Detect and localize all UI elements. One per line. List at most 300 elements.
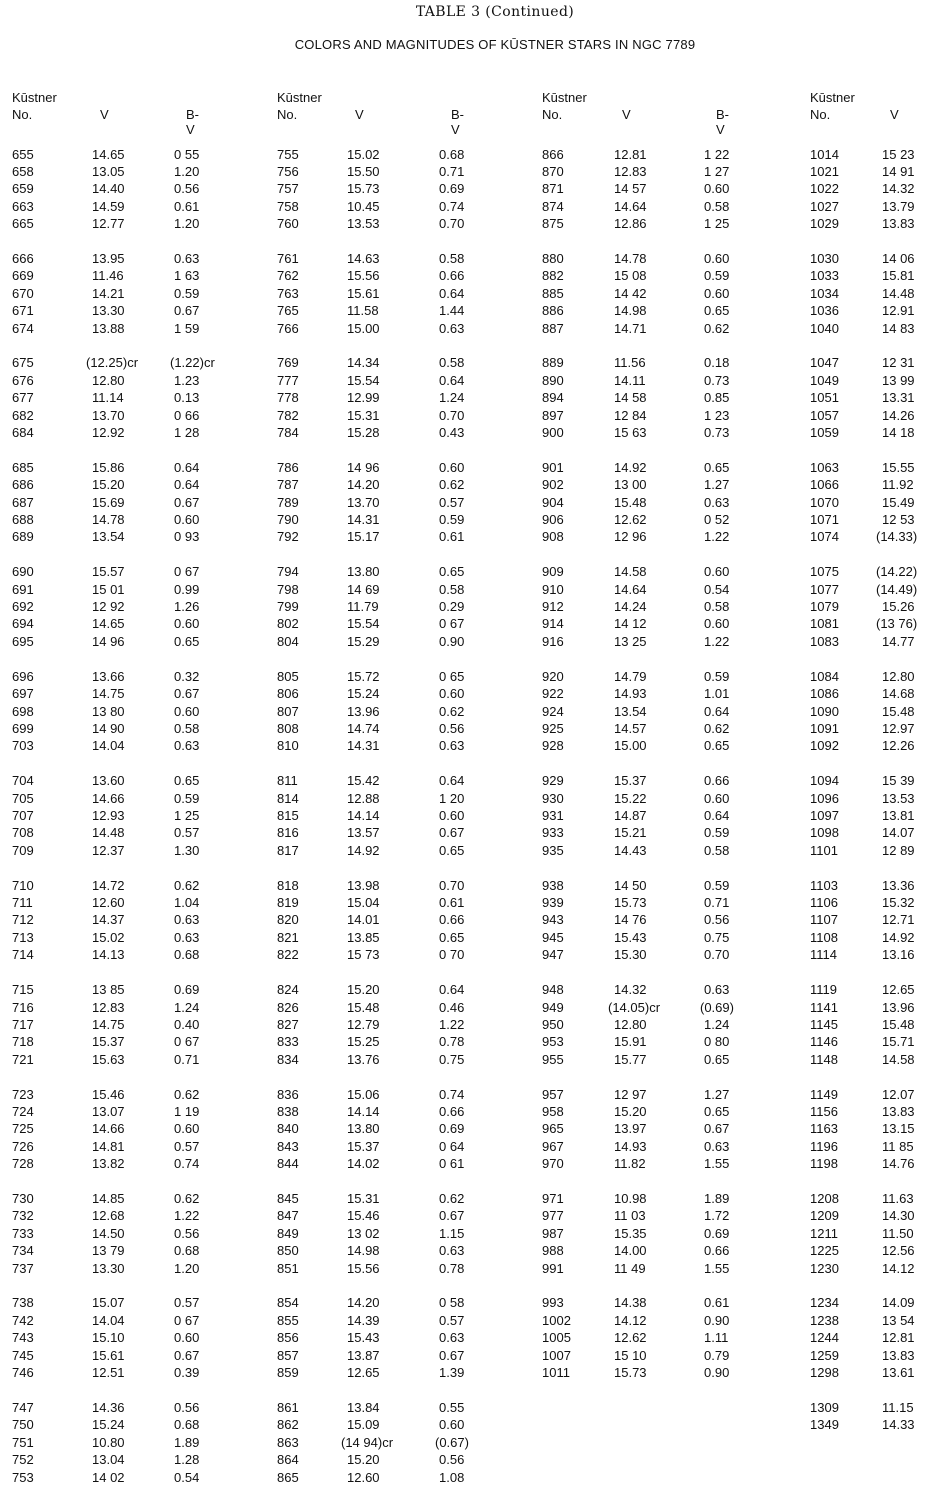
star-number: 819 [277, 895, 299, 911]
b-v-color: 0.64 [439, 285, 465, 301]
star-number: 738 [12, 1295, 34, 1311]
star-number: 761 [277, 250, 299, 266]
v-magnitude: 14.09 [882, 1295, 915, 1311]
header-bv: B-V [716, 107, 729, 137]
star-number: 765 [277, 303, 299, 319]
v-magnitude: 13.30 [92, 1260, 125, 1276]
v-magnitude: 15.77 [614, 1051, 647, 1067]
v-magnitude: 14.07 [882, 825, 915, 841]
v-magnitude: 13.53 [882, 790, 915, 806]
v-magnitude: 14 02 [92, 1469, 125, 1485]
star-number: 845 [277, 1191, 299, 1207]
star-number: 697 [12, 686, 34, 702]
v-magnitude: 13 79 [92, 1243, 125, 1259]
b-v-color: 0.63 [439, 320, 465, 336]
star-number: 863 [277, 1434, 299, 1450]
star-number: 933 [542, 825, 564, 841]
b-v-color: 0.63 [174, 929, 200, 945]
v-magnitude: 13.95 [92, 250, 125, 266]
v-magnitude: 12.81 [614, 146, 647, 162]
star-number: 732 [12, 1208, 34, 1224]
b-v-color: 0.54 [174, 1469, 200, 1485]
star-number: 1005 [542, 1330, 571, 1346]
star-number: 912 [542, 599, 564, 615]
v-magnitude: 15.91 [614, 1034, 647, 1050]
b-v-color: 0.65 [704, 303, 730, 319]
star-number: 1119 [810, 982, 837, 998]
b-v-color: 0.90 [704, 1365, 730, 1381]
b-v-color: 0.85 [704, 390, 730, 406]
v-magnitude: 14.04 [92, 1312, 125, 1328]
star-number: 1090 [810, 703, 839, 719]
b-v-color: 1 27 [704, 163, 730, 179]
b-v-color: 0.29 [439, 599, 465, 615]
v-magnitude: 14.36 [92, 1399, 125, 1415]
b-v-color: 0.62 [174, 1191, 200, 1207]
star-number: 887 [542, 320, 564, 336]
b-v-color: 0.65 [439, 564, 465, 580]
star-number: 1097 [810, 808, 839, 823]
v-magnitude: 15.81 [882, 268, 915, 284]
v-magnitude: 12 92 [92, 599, 125, 615]
b-v-color: 0.56 [174, 1399, 200, 1415]
star-number: 1145 [810, 1016, 838, 1032]
star-number: 665 [12, 216, 34, 232]
b-v-color: 0.61 [704, 1295, 730, 1311]
b-v-color: 0.67 [174, 686, 200, 702]
star-number: 698 [12, 703, 34, 719]
b-v-color: 1.24 [439, 390, 465, 406]
v-magnitude: 12.65 [347, 1365, 380, 1381]
star-number: 753 [12, 1469, 34, 1485]
b-v-color: 0.64 [174, 459, 200, 475]
v-magnitude: 13.16 [882, 947, 915, 963]
v-magnitude: 14.14 [347, 1103, 380, 1119]
v-magnitude: 11 85 [882, 1138, 914, 1154]
star-number: 1030 [810, 250, 839, 266]
header-v: V [100, 107, 109, 122]
header-kustner: Kūstner [12, 90, 57, 105]
v-magnitude: 15 23 [882, 146, 915, 162]
b-v-color: 0.56 [439, 1452, 465, 1468]
b-v-color: 0.70 [704, 947, 730, 963]
star-number: 836 [277, 1086, 299, 1102]
v-magnitude: 15.54 [347, 616, 380, 632]
v-magnitude: 15.24 [92, 1417, 125, 1433]
star-number: 854 [277, 1295, 299, 1311]
star-number: 728 [12, 1156, 34, 1172]
v-magnitude: 15.17 [347, 529, 380, 545]
v-magnitude: 14.26 [882, 407, 915, 423]
star-number: 782 [277, 407, 299, 423]
v-magnitude: 12.07 [882, 1086, 915, 1102]
star-number: 1298 [810, 1365, 839, 1381]
b-v-color: 0.68 [174, 1243, 200, 1259]
v-magnitude: 15.61 [347, 285, 380, 301]
star-number: 870 [542, 163, 564, 179]
v-magnitude: 12.80 [614, 1016, 647, 1032]
b-v-color: 0.64 [704, 703, 730, 719]
v-magnitude: 13.87 [347, 1347, 380, 1363]
b-v-color: 0.68 [174, 1417, 200, 1433]
b-v-color: 0.64 [439, 372, 465, 388]
v-magnitude: 15.46 [92, 1086, 125, 1102]
star-number: 1141 [810, 999, 838, 1015]
b-v-color: 0.64 [174, 477, 200, 493]
v-magnitude: 13.66 [92, 668, 125, 684]
b-v-color: 0.55 [439, 1399, 465, 1415]
star-number: 659 [12, 181, 34, 197]
v-magnitude: 14.75 [92, 1016, 125, 1032]
b-v-color: 0.13 [174, 390, 200, 406]
v-magnitude: 15.43 [347, 1330, 380, 1346]
b-v-color: 0 66 [174, 407, 200, 423]
v-magnitude: 11.58 [347, 303, 379, 319]
v-magnitude: 13.85 [347, 929, 380, 945]
b-v-color: 0.57 [439, 494, 465, 510]
v-magnitude: 13.76 [347, 1051, 380, 1067]
b-v-color: 1.08 [439, 1469, 465, 1485]
b-v-color: 0.54 [704, 581, 730, 597]
star-number: 747 [12, 1399, 34, 1415]
b-v-color: 0.67 [704, 1121, 730, 1137]
star-number: 733 [12, 1225, 34, 1241]
v-magnitude: 14.92 [347, 842, 380, 858]
v-magnitude: 13.54 [92, 529, 125, 545]
header-v: V [622, 107, 631, 122]
star-number: 726 [12, 1138, 34, 1154]
star-number: 721 [12, 1051, 34, 1067]
b-v-color: 0.69 [439, 181, 465, 197]
star-number: 901 [542, 459, 564, 475]
star-number: 820 [277, 912, 299, 928]
v-magnitude: 15.54 [347, 372, 380, 388]
star-number: 691 [12, 581, 34, 597]
star-number: 894 [542, 390, 564, 406]
star-number: 675 [12, 355, 34, 371]
star-number: 786 [277, 459, 299, 475]
b-v-color: 0.90 [439, 633, 465, 649]
v-magnitude: 15.56 [347, 268, 380, 284]
b-v-color: 0.67 [439, 1208, 465, 1224]
star-number: 723 [12, 1086, 34, 1102]
b-v-color: 0.66 [439, 1103, 465, 1119]
v-magnitude: 14.12 [882, 1260, 915, 1276]
star-number: 715 [12, 982, 34, 998]
v-magnitude: 14.50 [92, 1225, 125, 1241]
v-magnitude: 14 96 [92, 633, 125, 649]
star-number: 1092 [810, 738, 839, 754]
star-number: 900 [542, 424, 564, 440]
v-magnitude: 13.31 [882, 390, 915, 406]
star-number: 1036 [810, 303, 839, 319]
b-v-color: 0 67 [174, 564, 200, 580]
v-magnitude: 15.37 [614, 773, 647, 789]
v-magnitude: 14.04 [92, 738, 125, 754]
v-magnitude: (12.25)cr [86, 355, 139, 371]
v-magnitude: 14 96 [347, 459, 380, 475]
star-number: 928 [542, 738, 564, 754]
b-v-color: 0.60 [439, 459, 465, 475]
star-number: 1029 [810, 216, 839, 232]
v-magnitude: 14.34 [347, 355, 380, 371]
star-number: 709 [12, 842, 34, 858]
b-v-color: 0 70 [439, 947, 465, 963]
b-v-color: 0.60 [174, 616, 200, 632]
v-magnitude: 12.62 [614, 1330, 647, 1346]
star-number: 1091 [810, 720, 839, 736]
v-magnitude: 14.20 [347, 477, 380, 493]
b-v-color: 0.62 [174, 1086, 200, 1102]
b-v-color: 0.60 [704, 616, 730, 632]
star-number: 716 [12, 999, 34, 1015]
b-v-color: 0.64 [704, 808, 730, 823]
v-magnitude: 15.04 [347, 895, 380, 911]
v-magnitude: 12.71 [882, 912, 915, 928]
star-number: 818 [277, 877, 299, 893]
v-magnitude: 12.97 [882, 720, 915, 736]
b-v-color: 0.66 [704, 1243, 730, 1259]
v-magnitude: 15.10 [92, 1330, 125, 1346]
v-magnitude: 14.66 [92, 790, 125, 806]
star-number: 730 [12, 1191, 34, 1207]
star-number: 760 [277, 216, 299, 232]
v-magnitude: 14.14 [347, 808, 380, 823]
star-number: 1096 [810, 790, 839, 806]
star-number: 1049 [810, 372, 839, 388]
star-number: 676 [12, 372, 34, 388]
star-number: 971 [542, 1191, 564, 1207]
v-magnitude: 13.61 [882, 1365, 915, 1381]
v-magnitude: 12.83 [614, 163, 647, 179]
v-magnitude: 13 25 [614, 633, 647, 649]
star-number: 880 [542, 250, 564, 266]
b-v-color: 0.64 [439, 982, 465, 998]
v-magnitude: 15.24 [347, 686, 380, 702]
v-magnitude: 14.02 [347, 1156, 380, 1172]
b-v-color: 0 93 [174, 529, 200, 545]
v-magnitude: 12.99 [347, 390, 380, 406]
star-number: 909 [542, 564, 564, 580]
star-number: 949 [542, 999, 564, 1015]
star-number: 817 [277, 842, 299, 858]
b-v-color: 0.65 [439, 842, 465, 858]
star-number: 816 [277, 825, 299, 841]
b-v-color: 1 19 [174, 1103, 200, 1119]
star-number: 1103 [810, 877, 838, 893]
b-v-color: 0.60 [704, 790, 730, 806]
b-v-color: 0.63 [174, 738, 200, 754]
b-v-color: 0.74 [174, 1156, 200, 1172]
b-v-color: 1.72 [704, 1208, 730, 1224]
v-magnitude: 12.65 [882, 982, 915, 998]
b-v-color: 0.58 [439, 581, 465, 597]
star-number: 1077 [810, 581, 839, 597]
star-number: 1198 [810, 1156, 838, 1172]
header-no: No. [277, 107, 298, 122]
star-number: 864 [277, 1452, 299, 1468]
b-v-color: 0.73 [704, 424, 730, 440]
v-magnitude: 14.58 [614, 564, 647, 580]
star-number: 677 [12, 390, 34, 406]
v-magnitude: 14.30 [882, 1208, 915, 1224]
v-magnitude: 14 90 [92, 720, 125, 736]
v-magnitude: 14 91 [882, 163, 915, 179]
v-magnitude: 14.68 [882, 686, 915, 702]
star-number: 689 [12, 529, 34, 545]
star-number: 1007 [542, 1347, 571, 1363]
b-v-color: 0.69 [704, 1225, 730, 1241]
v-magnitude: 15.57 [92, 564, 125, 580]
v-magnitude: 12 97 [614, 1086, 647, 1102]
v-magnitude: 15 73 [347, 947, 380, 963]
b-v-color: 0.58 [704, 599, 730, 615]
star-number: 718 [12, 1034, 34, 1050]
b-v-color: 0.56 [704, 912, 730, 928]
star-number: 685 [12, 459, 34, 475]
b-v-color: 0.40 [174, 1016, 200, 1032]
v-magnitude: (14 94)cr [341, 1434, 394, 1450]
v-magnitude: 15.20 [347, 982, 380, 998]
v-magnitude: 13.88 [92, 320, 125, 336]
star-number: 1196 [810, 1138, 838, 1154]
v-magnitude: 15.35 [614, 1225, 647, 1241]
star-number: 929 [542, 773, 564, 789]
star-number: 865 [277, 1469, 299, 1485]
star-number: 886 [542, 303, 564, 319]
v-magnitude: 15 39 [882, 773, 915, 789]
b-v-color: 0 67 [439, 616, 465, 632]
v-magnitude: 13.80 [347, 564, 380, 580]
b-v-color: 0.79 [704, 1347, 730, 1363]
v-magnitude: 12.93 [92, 808, 125, 823]
b-v-color: 0.57 [174, 1295, 200, 1311]
b-v-color: 0.61 [439, 529, 465, 545]
b-v-color: 0.62 [174, 877, 200, 893]
v-magnitude: 11.50 [882, 1225, 914, 1241]
star-number: 1014 [810, 146, 839, 162]
b-v-color: 1.89 [174, 1434, 200, 1450]
b-v-color: 0 67 [174, 1034, 200, 1050]
v-magnitude: 12.51 [92, 1365, 125, 1381]
v-magnitude: 14.87 [614, 808, 647, 823]
v-magnitude: 15.69 [92, 494, 125, 510]
b-v-color: 0.60 [704, 250, 730, 266]
star-number: 849 [277, 1225, 299, 1241]
v-magnitude: 15.00 [347, 320, 380, 336]
star-number: 857 [277, 1347, 299, 1363]
star-number: 945 [542, 929, 564, 945]
star-number: 695 [12, 633, 34, 649]
star-number: 687 [12, 494, 34, 510]
star-number: 752 [12, 1452, 34, 1468]
star-number: 1108 [810, 929, 838, 945]
v-magnitude: 12.81 [882, 1330, 915, 1346]
star-number: 914 [542, 616, 564, 632]
b-v-color: 0.70 [439, 407, 465, 423]
v-magnitude: 14 50 [614, 877, 647, 893]
v-magnitude: 14.71 [614, 320, 647, 336]
v-magnitude: 13.98 [347, 877, 380, 893]
v-magnitude: 14 06 [882, 250, 915, 266]
b-v-color: 0.70 [439, 216, 465, 232]
star-number: 861 [277, 1399, 299, 1415]
b-v-color: 0.71 [439, 163, 465, 179]
b-v-color: 0 80 [704, 1034, 730, 1050]
star-number: 787 [277, 477, 299, 493]
b-v-color: 1 59 [174, 320, 200, 336]
table-subtitle: COLORS AND MAGNITUDES OF KŪSTNER STARS IN NGC 7789 [294, 37, 696, 52]
b-v-color: 0.67 [439, 1347, 465, 1363]
b-v-color: 0.58 [704, 198, 730, 214]
v-magnitude: 15.31 [347, 1191, 380, 1207]
star-number: 935 [542, 842, 564, 858]
v-magnitude: 12 31 [882, 355, 915, 371]
star-number: 847 [277, 1208, 299, 1224]
star-number: 826 [277, 999, 299, 1015]
star-number: 811 [277, 773, 298, 789]
star-number: 871 [542, 181, 564, 197]
star-number: 1309 [810, 1399, 839, 1415]
v-magnitude: 15.37 [347, 1138, 380, 1154]
star-number: 987 [542, 1225, 564, 1241]
v-magnitude: 15.26 [882, 599, 915, 615]
star-number: 906 [542, 512, 564, 528]
star-number: 1022 [810, 181, 839, 197]
v-magnitude: 10.80 [92, 1434, 125, 1450]
b-v-color: 0 52 [704, 512, 730, 528]
star-number: 1101 [810, 842, 838, 858]
b-v-color: (0.67) [435, 1434, 469, 1450]
star-number: 988 [542, 1243, 564, 1259]
b-v-color: 0.65 [439, 929, 465, 945]
b-v-color: 0.69 [174, 982, 200, 998]
v-magnitude: 13.57 [347, 825, 380, 841]
header-bv: B-V [451, 107, 464, 137]
v-magnitude: 13.15 [882, 1121, 915, 1137]
v-magnitude: 15.43 [614, 929, 647, 945]
star-number: 850 [277, 1243, 299, 1259]
star-number: 1075 [810, 564, 839, 580]
v-magnitude: 14.92 [882, 929, 915, 945]
v-magnitude: 12.80 [92, 372, 125, 388]
star-number: 838 [277, 1103, 299, 1119]
star-number: 714 [12, 947, 34, 963]
star-number: 705 [12, 790, 34, 806]
b-v-color: 1.20 [174, 163, 200, 179]
star-number: 808 [277, 720, 299, 736]
star-number: 947 [542, 947, 564, 963]
b-v-color: (0.69) [700, 999, 734, 1015]
b-v-color: 0.62 [439, 703, 465, 719]
b-v-color: 0.63 [439, 1243, 465, 1259]
star-number: 1208 [810, 1191, 839, 1207]
b-v-color: 1 20 [439, 790, 465, 806]
star-number: 1027 [810, 198, 839, 214]
header-no: No. [542, 107, 563, 122]
b-v-color: 0.67 [174, 494, 200, 510]
v-magnitude: 13.30 [92, 303, 125, 319]
b-v-color: 1 23 [704, 407, 730, 423]
v-magnitude: 11 49 [614, 1260, 646, 1276]
b-v-color: 0.59 [704, 877, 730, 893]
b-v-color: 0.66 [704, 773, 730, 789]
v-magnitude: 14.37 [92, 912, 125, 928]
v-magnitude: 14.93 [614, 686, 647, 702]
star-number: 834 [277, 1051, 299, 1067]
star-number: 1149 [810, 1086, 838, 1102]
v-magnitude: 11.82 [614, 1156, 646, 1172]
